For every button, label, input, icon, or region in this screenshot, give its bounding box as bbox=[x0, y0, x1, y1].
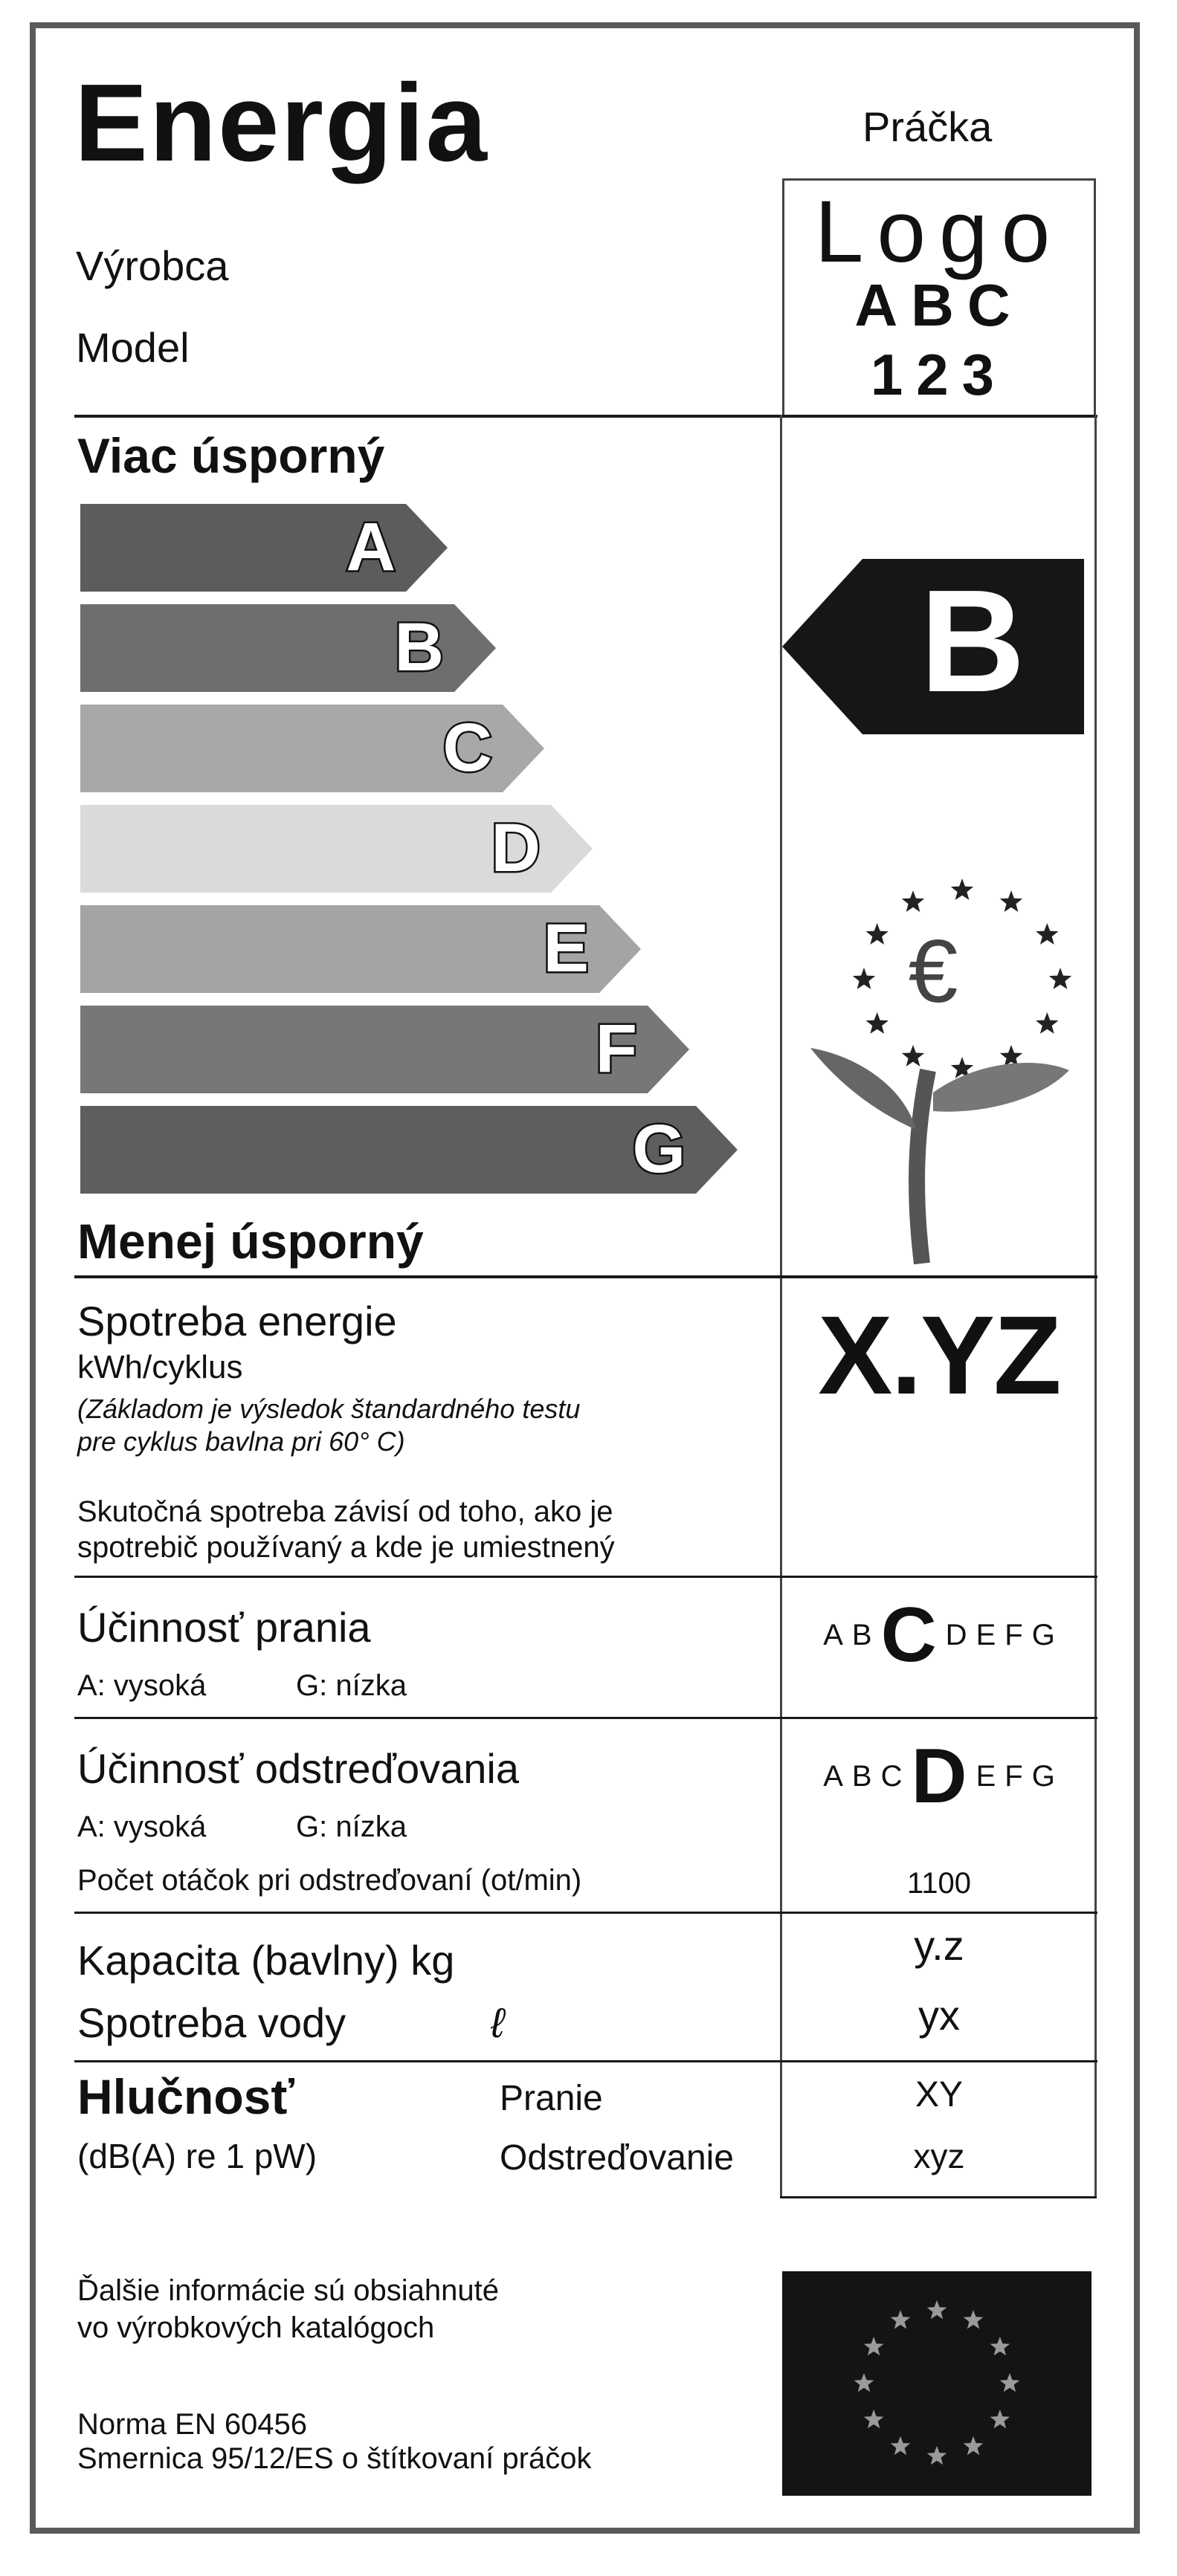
norm-label: Norma EN 60456 bbox=[77, 2408, 308, 2441]
efficiency-arrow-d bbox=[80, 805, 593, 893]
spin-letter-a: A bbox=[823, 1760, 843, 1793]
washing-letter-e: E bbox=[976, 1619, 996, 1651]
info-line-2: vo výrobkových katalógoch bbox=[77, 2311, 435, 2344]
noise-wash-label: Pranie bbox=[500, 2079, 603, 2118]
logo-123: 123 bbox=[870, 342, 1008, 407]
spin-title: Účinnosť odstreďovania bbox=[77, 1745, 519, 1792]
info-line-1: Ďalšie informácie sú obsiahnuté bbox=[77, 2274, 499, 2307]
divider-spin bbox=[74, 1912, 1097, 1914]
spin-letter-c: C bbox=[880, 1760, 903, 1793]
divider-scale bbox=[74, 1275, 1097, 1278]
efficiency-arrow-f bbox=[80, 1006, 689, 1093]
spin-letter-b: B bbox=[851, 1760, 872, 1793]
washing-letter-c: C bbox=[880, 1592, 937, 1678]
efficiency-arrow-c bbox=[80, 705, 544, 792]
efficiency-letter: D bbox=[491, 810, 541, 886]
spin-letter-f: F bbox=[1005, 1760, 1023, 1793]
noise-wash-value: XY bbox=[915, 2075, 964, 2114]
efficiency-letter: B bbox=[394, 609, 444, 685]
washing-letter-d: D bbox=[945, 1619, 967, 1651]
label-title: Energia bbox=[74, 62, 488, 184]
washing-letter-f: F bbox=[1005, 1619, 1023, 1651]
less-efficient-label: Menej úsporný bbox=[77, 1214, 424, 1269]
energy-note-2: pre cyklus bavlna pri 60° C) bbox=[77, 1426, 405, 1457]
eu-flower-icon bbox=[810, 878, 1071, 1263]
divider-washing bbox=[74, 1717, 1097, 1719]
divider-energy bbox=[74, 1576, 1097, 1578]
washing-low: G: nízka bbox=[296, 1669, 407, 1702]
efficiency-arrow-a bbox=[80, 504, 448, 592]
rating-arrow bbox=[782, 559, 1084, 734]
efficiency-letter: A bbox=[346, 509, 396, 585]
model-label: Model bbox=[76, 324, 190, 371]
spin-letter-e: E bbox=[976, 1760, 996, 1793]
manufacturer-label: Výrobca bbox=[76, 242, 229, 289]
energy-value: X.YZ bbox=[818, 1292, 1060, 1417]
energy-real-1: Skutočná spotreba závisí od toho, ako je bbox=[77, 1495, 613, 1528]
spin-high: A: vysoká bbox=[77, 1810, 207, 1843]
eu-flag-icon bbox=[782, 2271, 1091, 2496]
directive-label: Smernica 95/12/ES o štítkovaní práčok bbox=[77, 2442, 592, 2475]
water-label: Spotreba vody bbox=[77, 1999, 346, 2046]
appliance-type: Práčka bbox=[862, 103, 993, 150]
euro-sign-icon: € bbox=[908, 922, 958, 1021]
washing-letter-b: B bbox=[851, 1619, 872, 1651]
capacity-label: Kapacita (bavlny) kg bbox=[77, 1937, 455, 1984]
rpm-value: 1100 bbox=[906, 1867, 971, 1900]
efficiency-letter: C bbox=[442, 710, 492, 786]
efficiency-letter: G bbox=[632, 1111, 686, 1187]
efficiency-arrow-e bbox=[80, 905, 641, 993]
water-value: yx bbox=[918, 1992, 960, 2039]
efficiency-arrow-g bbox=[80, 1106, 738, 1194]
noise-spin-value: xyz bbox=[913, 2137, 965, 2175]
water-unit: ℓ bbox=[491, 1999, 505, 2046]
washing-high: A: vysoká bbox=[77, 1669, 207, 1702]
energy-unit: kWh/cyklus bbox=[77, 1349, 243, 1385]
spin-letter-scale bbox=[782, 1733, 1096, 1819]
logo-text: Logo bbox=[814, 183, 1064, 281]
logo-abc: ABC bbox=[854, 272, 1024, 338]
energy-note-1: (Základom je výsledok štandardného testu bbox=[77, 1394, 581, 1424]
washing-letter-g: G bbox=[1031, 1619, 1055, 1651]
washing-letter-scale bbox=[782, 1592, 1096, 1678]
more-efficient-label: Viac úsporný bbox=[77, 428, 385, 483]
spin-letter-g: G bbox=[1031, 1760, 1055, 1793]
divider-capacity bbox=[74, 2060, 1097, 2062]
energy-real-2: spotrebič používaný a kde je umiestnený bbox=[77, 1531, 615, 1564]
noise-spin-label: Odstreďovanie bbox=[500, 2138, 734, 2178]
efficiency-letter: E bbox=[543, 910, 589, 986]
efficiency-arrow-b bbox=[80, 604, 496, 692]
washing-title: Účinnosť prania bbox=[77, 1604, 371, 1651]
noise-unit: (dB(A) re 1 pW) bbox=[77, 2137, 317, 2175]
noise-title: Hlučnosť bbox=[77, 2069, 294, 2124]
divider-noise bbox=[780, 2196, 1097, 2198]
spin-letter-d: D bbox=[911, 1733, 967, 1819]
washing-letter-a: A bbox=[823, 1619, 843, 1651]
spin-low: G: nízka bbox=[296, 1810, 407, 1843]
efficiency-letter: F bbox=[595, 1011, 637, 1087]
rpm-label: Počet otáčok pri odstreďovaní (ot/min) bbox=[77, 1864, 582, 1897]
energy-title: Spotreba energie bbox=[77, 1298, 397, 1344]
rating-letter: B bbox=[920, 560, 1025, 722]
capacity-value: y.z bbox=[914, 1922, 964, 1969]
